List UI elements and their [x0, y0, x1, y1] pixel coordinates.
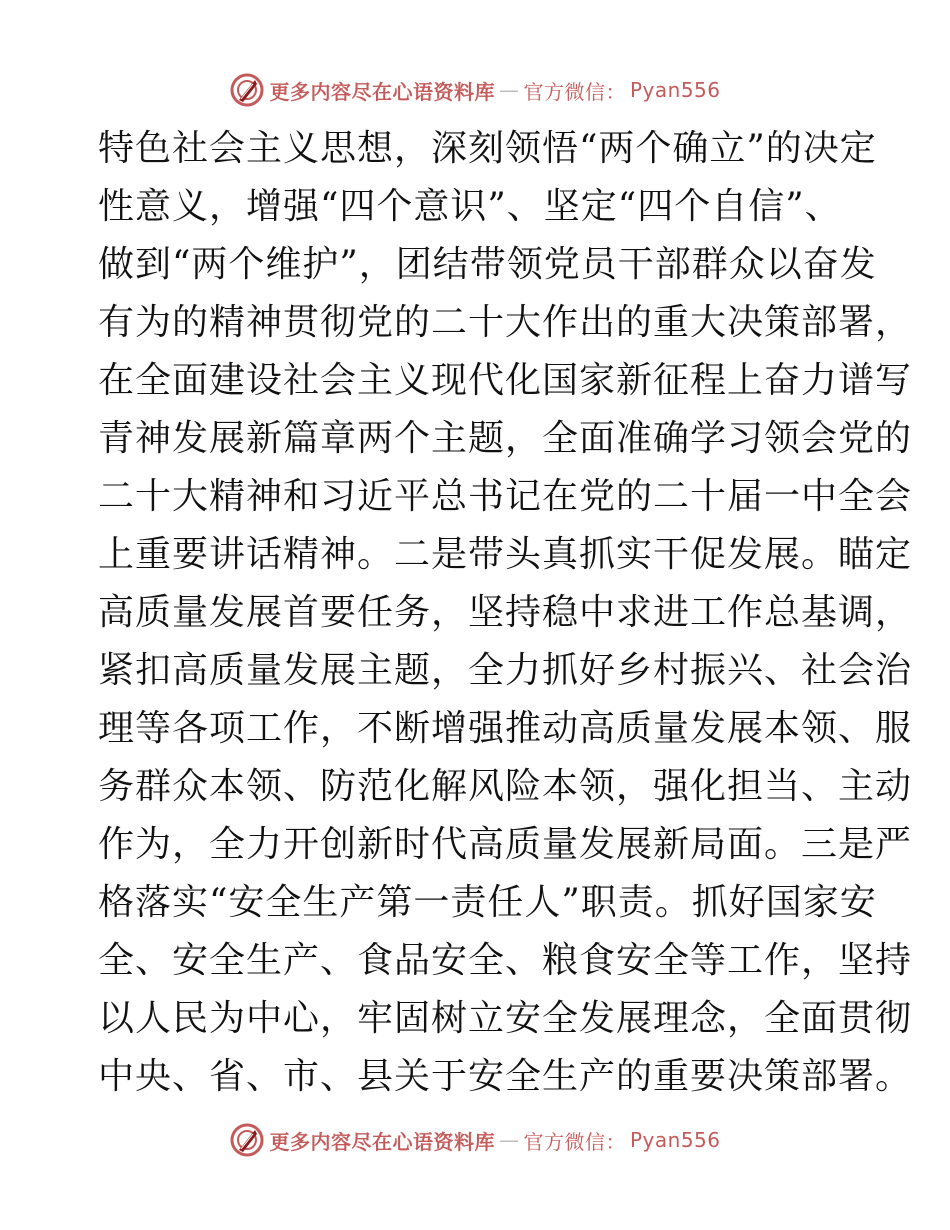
document-line: 务群众本领、防范化解风险本领，强化担当、主动 — [98, 766, 913, 807]
document-line: 有为的精神贯彻党的二十大作出的重大决策部署， — [98, 302, 913, 343]
document-line: 全、安全生产、食品安全、粮食安全等工作，坚持 — [98, 940, 913, 981]
footer-banner-dash: — — [498, 1128, 520, 1152]
document-line: 紧扣高质量发展主题，全力抓好乡村振兴、社会治 — [98, 650, 913, 691]
header-wechat-handle: Pyan556 — [629, 78, 721, 102]
document-line: 中央、省、市、县关于安全生产的重要决策部署。 — [98, 1056, 913, 1097]
header-banner — [0, 70, 950, 110]
header-official-label: 官方微信： — [523, 79, 626, 104]
feather-pen-logo-icon — [229, 72, 265, 108]
footer-official-label: 官方微信： — [523, 1129, 626, 1154]
footer-wechat-handle: Pyan556 — [629, 1128, 721, 1152]
feather-pen-logo-icon — [229, 1122, 265, 1158]
footer-banner-content — [229, 1122, 720, 1158]
document-body — [98, 120, 913, 1106]
footer-banner — [0, 1120, 950, 1160]
document-line: 上重要讲话精神。二是带头真抓实干促发展。瞄定 — [98, 534, 913, 575]
document-line: 青神发展新篇章两个主题，全面准确学习领会党的 — [98, 418, 913, 459]
document-line: 在全面建设社会主义现代化国家新征程上奋力谱写 — [98, 360, 913, 401]
header-banner-dash: — — [498, 78, 520, 102]
document-line: 性意义，增强“四个意识”、坚定“四个自信”、 — [98, 186, 842, 227]
document-line: 高质量发展首要任务，坚持稳中求进工作总基调， — [98, 592, 913, 633]
header-banner-content — [229, 72, 720, 108]
document-line: 理等各项工作，不断增强推动高质量发展本领、服 — [98, 708, 913, 749]
document-line: 二十大精神和习近平总书记在党的二十届一中全会 — [98, 476, 913, 517]
document-line: 特色社会主义思想，深刻领悟“两个确立”的决定 — [98, 128, 877, 169]
document-line: 格落实“安全生产第一责任人”职责。抓好国家安 — [98, 882, 877, 923]
document-line: 做到“两个维护”，团结带领党员干部群众以奋发 — [98, 244, 877, 285]
document-line: 以人民为中心，牢固树立安全发展理念，全面贯彻 — [98, 998, 913, 1039]
header-banner-text: 更多内容尽在心语资料库 — [269, 79, 495, 104]
document-line: 作为，全力开创新时代高质量发展新局面。三是严 — [98, 824, 913, 865]
footer-banner-text: 更多内容尽在心语资料库 — [269, 1129, 495, 1154]
